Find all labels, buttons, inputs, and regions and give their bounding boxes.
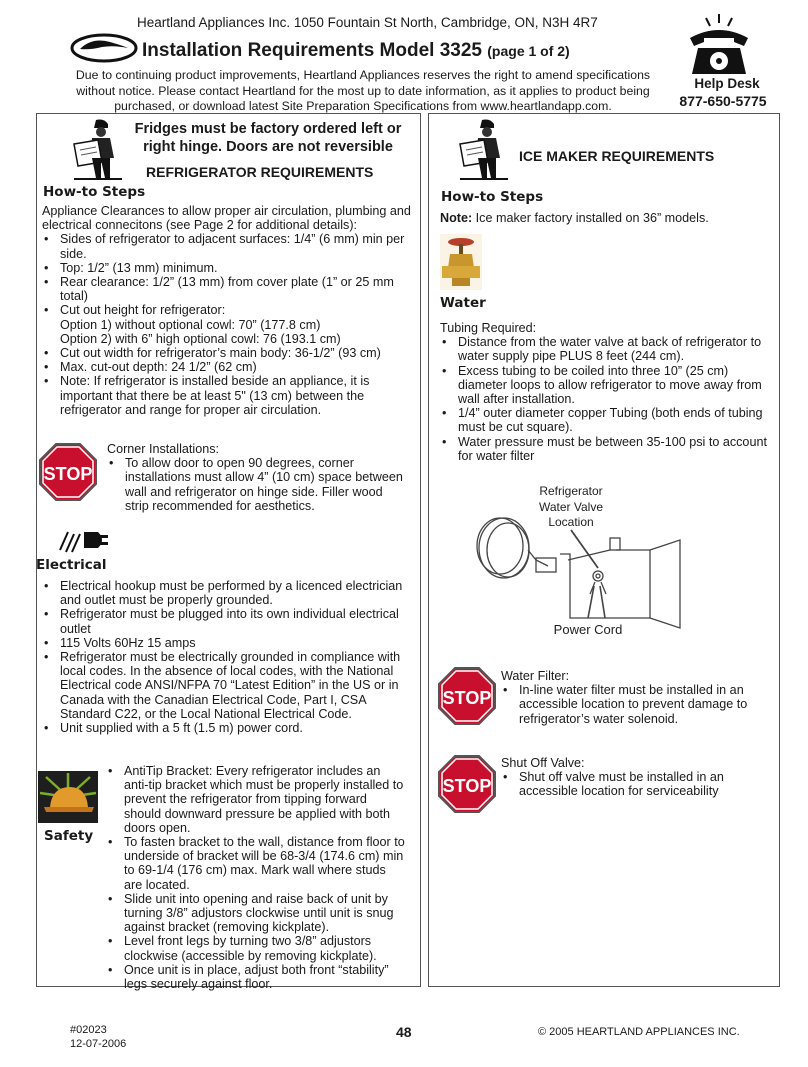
note-label: Note: — [440, 211, 473, 225]
cutout-option-2: Option 2) with 6” high optional cowl: 76 (193.1 cm) — [60, 331, 341, 346]
electrical-item: • Unit supplied with a 5 ft (1.5 m) power cord. — [42, 721, 414, 735]
shut-off-valve-section — [501, 756, 773, 799]
ice-maker-note — [440, 211, 774, 225]
clearances-intro: Appliance Clearances to allow proper air circulation, plumbing and electrical connecitons (see Page 2 for additional details): — [42, 204, 411, 233]
clearance-item: • Max. cut-out depth: 24 1/2” (62 cm) — [42, 360, 412, 374]
tubing-section — [440, 321, 774, 463]
electrical-section — [42, 579, 414, 735]
clearance-item: • Note: If refrigerator is installed beside an appliance, it is important that there be at least 5" (13 cm) between the refrigerator and range for proper air circulation. — [42, 374, 412, 417]
clearance-item — [42, 303, 412, 346]
refrigerator-requirements-heading: REFRIGERATOR REQUIREMENTS — [146, 164, 374, 180]
safety-item: • AntiTip Bracket: Every refrigerator includes an anti-tip bracket which must be properly installed to prevent the refrigerator from tipping forward should downward pressure be applied with both doors open. — [106, 764, 405, 835]
tubing-item: • Water pressure must be between 35-100 psi to account for water filter — [440, 435, 774, 463]
document-title: Installation Requirements Model 3325 — [142, 40, 482, 61]
safety-hardhat-icon — [38, 771, 98, 823]
electrical-plug-icon — [58, 524, 112, 556]
safety-heading: Safety — [44, 828, 94, 844]
safety-item: • Slide unit into opening and raise back of unit by turning 3/8” adjustors clockwise until unit is snug against bracket (removing kickplate). — [106, 892, 405, 935]
diagram-label-water-valve: Water Valve — [538, 500, 604, 514]
power-cord-label: Power Cord — [553, 622, 623, 637]
safety-section — [106, 764, 405, 991]
shut-off-title: Shut Off Valve: — [501, 756, 585, 770]
shut-off-text: • Shut off valve must be installed in an accessible location for serviceability — [501, 770, 773, 798]
heartland-logo-icon — [70, 33, 138, 63]
electrical-item: • 115 Volts 60Hz 15 amps — [42, 636, 414, 650]
stop-sign-icon — [437, 754, 497, 814]
page-title — [142, 40, 570, 62]
water-filter-title: Water Filter: — [501, 669, 570, 683]
page-number: 48 — [396, 1024, 412, 1040]
notice-text: Due to continuing product improvements, Heartland Appliances reserves the right to amend specifications without notice. Please contact Heartland for the most up to date information, as it applies to product being purchased, or download latest Site Preparation Specifications from www.heartlandapp.com. — [75, 68, 651, 113]
telephone-icon — [684, 12, 754, 78]
howto-steps-heading: How-to Steps — [441, 189, 544, 205]
company-address: Heartland Appliances Inc. 1050 Fountain St North, Cambridge, ON, N3H 4R7 — [137, 15, 598, 30]
document-number: #02023 — [70, 1024, 107, 1036]
safety-item: • Once unit is in place, adjust both front “stability” legs securely against floor. — [106, 963, 405, 991]
page-indicator: (page 1 of 2) — [487, 43, 570, 59]
help-desk-label: Help Desk — [694, 76, 760, 91]
worker-reading-plans-icon — [72, 118, 124, 180]
ice-maker-heading: ICE MAKER REQUIREMENTS — [519, 148, 715, 164]
safety-item: • Level front legs by turning two 3/8” adjustors clockwise (accessible by removing kickplate). — [106, 934, 405, 962]
electrical-heading: Electrical — [36, 557, 107, 573]
clearance-item: • Top: 1/2” (13 mm) minimum. — [42, 261, 412, 275]
worker-reading-plans-icon — [458, 118, 510, 180]
tubing-item: • 1/4” outer diameter copper Tubing (both ends of tubing must be cut square). — [440, 406, 774, 434]
howto-steps-heading: How-to Steps — [43, 184, 146, 200]
water-filter-text: • In-line water filter must be installed in an accessible location to prevent damage to refrigerator’s water solenoid. — [501, 683, 773, 726]
tubing-item: • Distance from the water valve at back of refrigerator to water supply pipe PLUS 8 feet (244 cm). — [440, 335, 774, 363]
corner-title: Corner Installations: — [107, 442, 219, 456]
diagram-label-refrigerator: Refrigerator — [539, 484, 603, 498]
help-desk-phone: 877-650-5775 — [679, 93, 767, 109]
water-filter-section — [501, 669, 773, 726]
electrical-item: • Refrigerator must be electrically grounded in compliance with local codes. In the absence of local codes, with the National Electrical code ANSI/NFPA 70 “Latest Edition” in the US or in Canada with the Canadian Electrical Code, Part I, CSA Standard C22, or the Local National Electrical Code. — [42, 650, 414, 721]
water-valve-icon — [440, 234, 482, 290]
tubing-item: • Excess tubing to be coiled into three 10” (25 cm) diameter loops to allow refrigerator to move away from wall after installation. — [440, 364, 774, 407]
corner-text: • To allow door to open 90 degrees, corner installations must allow 4” (10 cm) space between wall and refrigerator on hinge side. Filler wood strip recommended for aesthetics. — [107, 456, 403, 513]
corner-installations — [107, 442, 403, 513]
electrical-item: • Electrical hookup must be performed by a licenced electrician and outlet must be properly grounded. — [42, 579, 414, 607]
stop-sign-icon — [437, 666, 497, 726]
note-text: Ice maker factory installed on 36” models. — [472, 211, 709, 225]
document-date: 12-07-2006 — [70, 1038, 127, 1050]
clearance-item: • Rear clearance: 1/2” (13 mm) from cover plate (1” or 25 mm total) — [42, 275, 412, 303]
water-valve-location-diagram — [470, 478, 710, 640]
stop-sign-text: STOP — [43, 464, 93, 484]
stop-sign-text: STOP — [442, 776, 492, 796]
water-heading: Water — [440, 295, 486, 311]
tubing-title: Tubing Required: — [440, 321, 537, 335]
clearances-section — [42, 204, 412, 417]
cutout-option-1: Option 1) without optional cowl: 70” (177.8 cm) — [60, 317, 321, 332]
electrical-item: • Refrigerator must be plugged into its own individual electrical outlet — [42, 607, 414, 635]
diagram-label-location: Location — [548, 515, 594, 529]
copyright: © 2005 HEARTLAND APPLIANCES INC. — [538, 1026, 740, 1038]
stop-sign-text: STOP — [442, 688, 492, 708]
clearance-item: • Cut out width for refrigerator’s main body: 36-1/2” (93 cm) — [42, 346, 412, 360]
clearance-item: • Sides of refrigerator to adjacent surfaces: 1/4” (6 mm) min per side. — [42, 232, 412, 260]
cutout-height-label: • Cut out height for refrigerator: — [60, 303, 226, 318]
stop-sign-icon — [38, 442, 98, 502]
fridge-hinge-notice: Fridges must be factory ordered left or right hinge. Doors are not reversible — [134, 121, 402, 155]
safety-item: • To fasten bracket to the wall, distance from floor to underside of bracket will be 68-3/4 (174.6 cm) min to 69-1/4 (176 cm) max. Mark wall where studs are located. — [106, 835, 405, 892]
